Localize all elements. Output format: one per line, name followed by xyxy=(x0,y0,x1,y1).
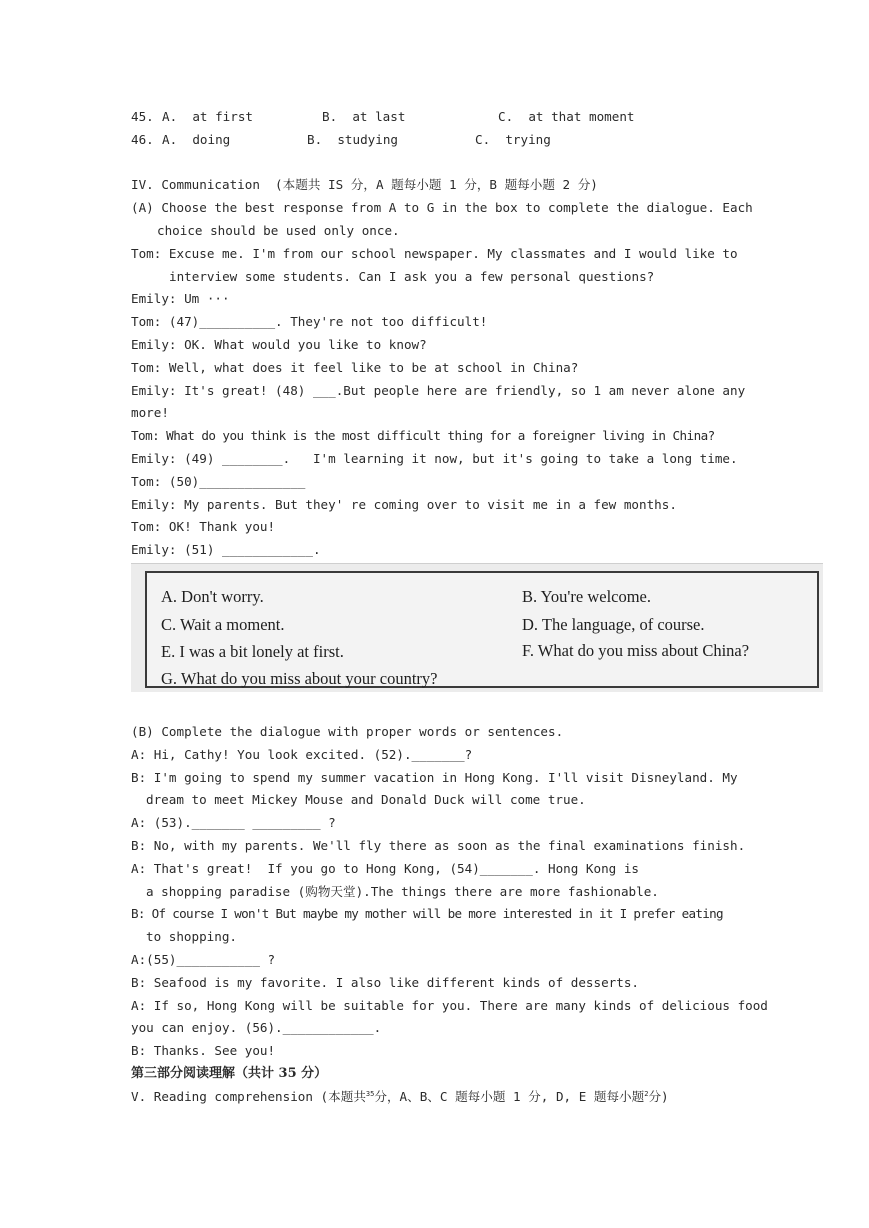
dialogue-line: Emily: (49) ________. I'm learning it now, but it's going to take a long time. xyxy=(131,450,738,466)
option-b: B. at last xyxy=(322,109,406,124)
dialogue-line: interview some students. Can I ask you a few personal questions? xyxy=(169,268,655,284)
reading-title-start: V. Reading comprehension (本题共 xyxy=(131,1088,366,1104)
dialogue-line: Tom: OK! Thank you! xyxy=(131,519,276,535)
part-a-instruction-cont: choice should be used only once. xyxy=(157,222,400,238)
dialogue-line: Tom: (50)______________ xyxy=(131,473,306,489)
choice-b: B. You're welcome. xyxy=(522,587,652,606)
choice-c: C. Wait a moment. xyxy=(161,615,285,634)
part-b-instruction: (B) Complete the dialogue with proper words or sentences. xyxy=(131,723,564,739)
score-superscript: 2 xyxy=(644,1089,649,1098)
section-title: IV. Communication (本题共 IS 分，A 题每小题 1 分，B 题每小题 2 分) xyxy=(131,177,598,193)
dialogue-line: you can enjoy. (56).____________. xyxy=(131,1020,382,1036)
dialogue-line: Emily: It's great! (48) ___.But people here are friendly, so 1 am never alone any xyxy=(131,382,746,398)
dialogue-line: Emily: My parents. But they' re coming over to visit me in a few months. xyxy=(131,496,677,512)
dialogue-line: A: If so, Hong Kong will be suitable for you. There are many kinds of delicious food xyxy=(131,997,768,1013)
dialogue-line: A: Hi, Cathy! You look excited. (52)._______? xyxy=(131,746,473,762)
dialogue-line: Tom: What do you think is the most difficult thing for a foreigner living in China? xyxy=(131,428,715,444)
reading-title-middle: 分，A、B、C 题每小题 1 分, D, E 题每小题 xyxy=(374,1088,645,1104)
option-a: A. at first xyxy=(162,109,253,124)
reading-title-end: 分) xyxy=(648,1088,669,1104)
dialogue-line: A:(55)___________ ? xyxy=(131,951,276,967)
dialogue-line: Tom: Excuse me. I'm from our school newspaper. My classmates and I would like to xyxy=(131,245,738,261)
choice-f: F. What do you miss about China? xyxy=(522,641,750,660)
option-b: B. studying xyxy=(307,131,398,147)
reading-section-title xyxy=(131,1086,743,1109)
option-c: C. trying xyxy=(475,131,551,147)
dialogue-line: to shopping. xyxy=(146,929,237,945)
question-number: 46. xyxy=(131,131,154,147)
dialogue-line: Emily: Um ··· xyxy=(131,291,230,307)
dialogue-line: a shopping paradise (购物天堂).The things there are more fashionable. xyxy=(146,883,659,899)
choices-box-frame xyxy=(145,571,819,688)
option-a: A. doing xyxy=(162,131,231,147)
dialogue-line: B: I'm going to spend my summer vacation in Hong Kong. I'll visit Disneyland. My xyxy=(131,769,738,785)
question-number: 45. xyxy=(131,109,154,124)
dialogue-line: Tom: (47)__________. They're not too difficult! xyxy=(131,314,488,330)
choice-e: E. I was a bit lonely at first. xyxy=(161,642,344,661)
dialogue-line: B: Seafood is my favorite. I also like different kinds of desserts. xyxy=(131,974,639,990)
dialogue-line: B: Thanks. See you! xyxy=(131,1043,276,1059)
score-superscript: 35 xyxy=(365,1089,375,1098)
dialogue-line: dream to meet Mickey Mouse and Donald Duck will come true. xyxy=(146,792,586,808)
dialogue-line: Emily: OK. What would you like to know? xyxy=(131,336,427,352)
choice-d: D. The language, of course. xyxy=(522,615,705,634)
option-c: C. at that moment xyxy=(498,109,635,124)
dialogue-line: A: (53)._______ _________ ? xyxy=(131,815,336,831)
question-45 xyxy=(131,106,743,129)
choice-a: A. Don't worry. xyxy=(161,587,264,606)
dialogue-line: Tom: Well, what does it feel like to be at school in China? xyxy=(131,359,579,375)
dialogue-line: B: No, with my parents. We'll fly there as soon as the final examinations finish. xyxy=(131,837,746,853)
dialogue-line: B: Of course I won't But maybe my mother will be more interested in it I prefer eating xyxy=(131,906,723,922)
question-46 xyxy=(131,129,743,152)
choice-g: G. What do you miss about your country? xyxy=(161,669,438,688)
dialogue-line: A: That's great! If you go to Hong Kong, (54)_______. Hong Kong is xyxy=(131,860,639,876)
part-three-heading: 第三部分阅读理解（共计 35 分） xyxy=(131,1065,328,1081)
dialogue-line: Emily: (51) ____________. xyxy=(131,542,321,558)
choices-box xyxy=(131,563,823,692)
part-a-instruction: (A) Choose the best response from A to G in the box to complete the dialogue. Each xyxy=(131,200,753,216)
dialogue-line: more! xyxy=(131,405,169,421)
